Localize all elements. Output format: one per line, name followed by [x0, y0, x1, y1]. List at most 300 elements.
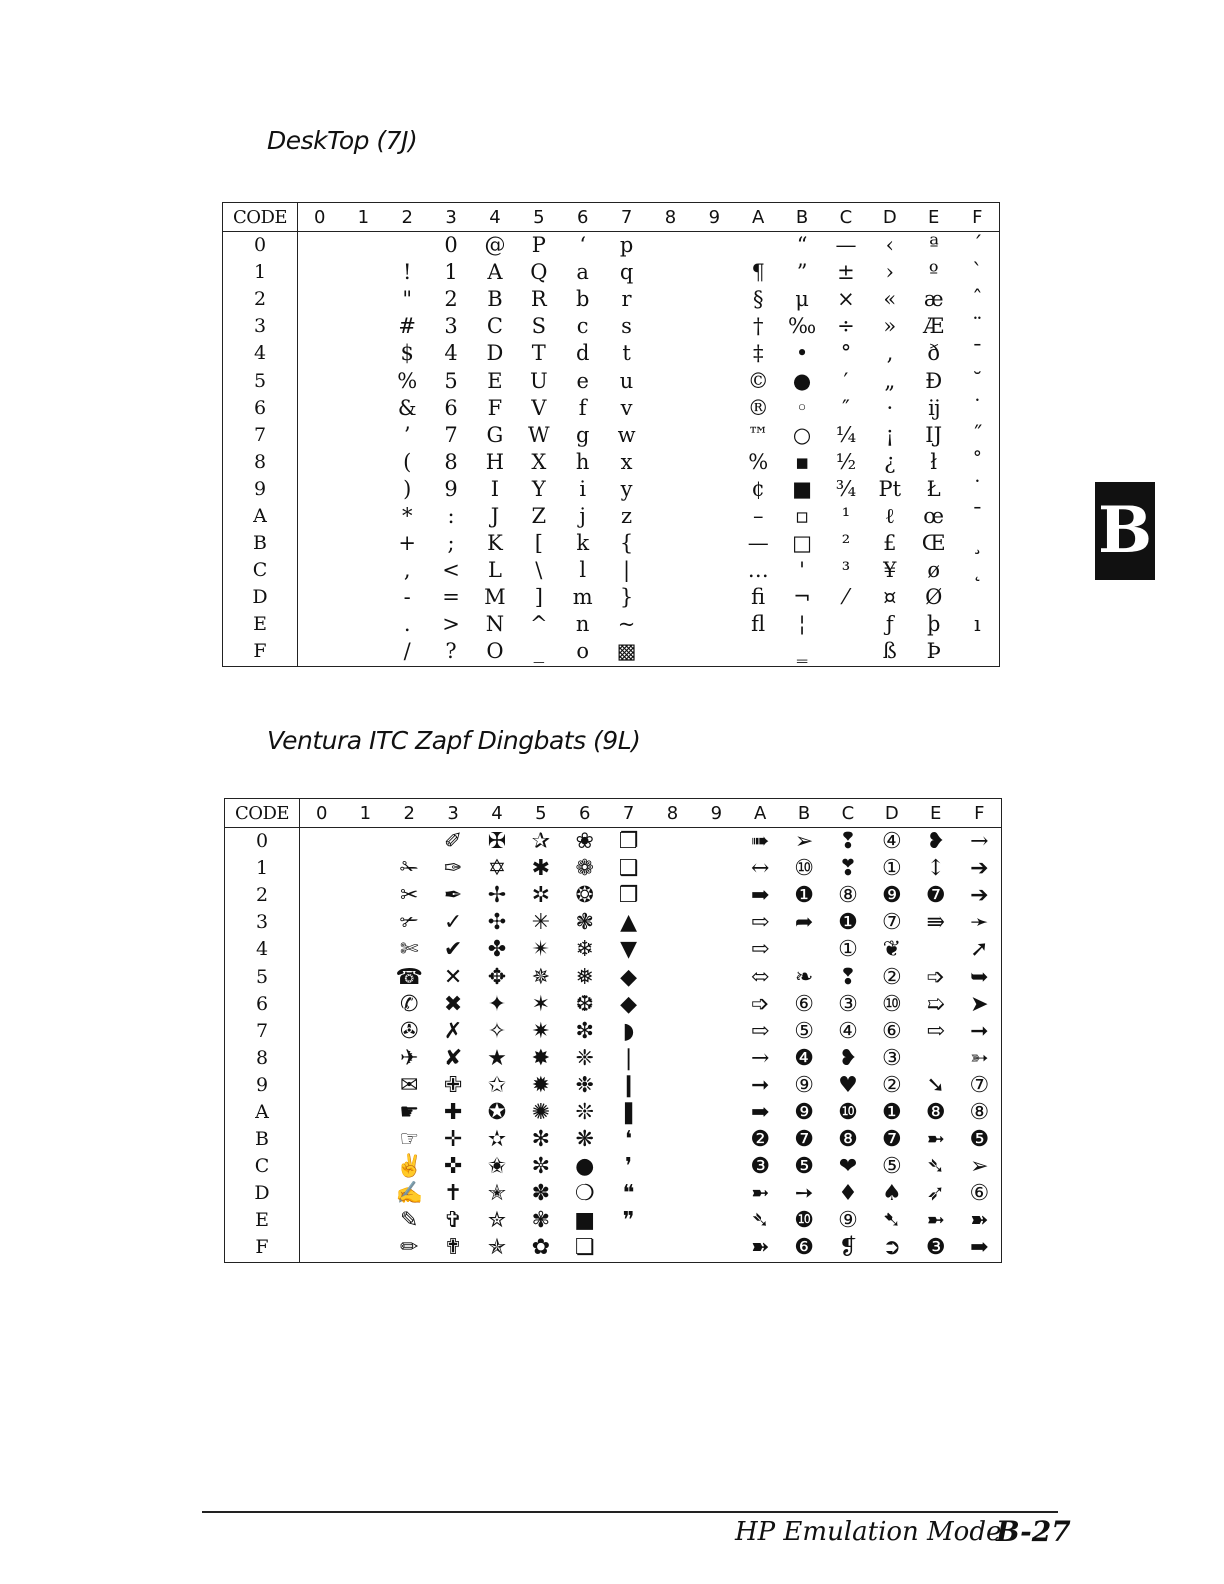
character-cell: ◦ — [795, 395, 809, 420]
character-cell: ❄ — [575, 937, 594, 963]
character-cell: ⑦ — [969, 1072, 990, 1098]
character-cell: _ — [533, 639, 545, 664]
character-cell: ❅ — [575, 964, 594, 990]
character-cell: ⑩ — [881, 991, 902, 1017]
table-row — [223, 313, 1000, 340]
character-cell: " — [402, 287, 413, 312]
character-cell: ■ — [574, 1208, 596, 1234]
character-cell: ✮ — [487, 1208, 507, 1234]
character-cell: ✼ — [531, 1154, 551, 1180]
character-cell: ⑧ — [969, 1099, 990, 1125]
character-cell: ❷ — [750, 1127, 771, 1153]
character-cell: ♦ — [838, 1181, 858, 1207]
character-cell: | — [623, 558, 631, 583]
character-cell — [649, 286, 693, 313]
column-header: 3 — [431, 799, 475, 828]
character-cell: → — [970, 829, 989, 855]
character-cell: ❺ — [794, 1154, 814, 1180]
character-cell: ④ — [838, 1018, 858, 1044]
character-cell: H — [485, 449, 505, 474]
character-cell — [694, 991, 738, 1018]
character-cell: ➠ — [750, 829, 770, 855]
character-cell: ➛ — [970, 910, 989, 936]
character-cell — [343, 909, 387, 936]
character-cell — [649, 449, 693, 476]
character-cell: 4 — [444, 341, 458, 366]
character-cell: ↔ — [750, 856, 770, 882]
table-row — [225, 828, 1002, 856]
character-cell — [343, 936, 387, 963]
character-cell: ‚ — [886, 341, 894, 366]
character-cell: ❂ — [575, 883, 594, 909]
character-cell — [914, 936, 958, 963]
character-cell: 6 — [444, 395, 458, 420]
column-header: 7 — [605, 203, 649, 232]
character-cell: ﬂ — [751, 612, 766, 637]
character-cell: ¹ — [841, 503, 851, 528]
character-cell: ™ — [747, 422, 769, 447]
character-cell: ⑥ — [881, 1018, 902, 1044]
character-cell — [300, 882, 344, 909]
character-cell: ✳ — [531, 910, 551, 936]
character-cell: k — [576, 531, 590, 556]
character-cell: 3 — [444, 314, 458, 339]
character-cell: ˛ — [972, 558, 983, 583]
column-header: D — [870, 799, 914, 828]
character-cell: j — [579, 503, 586, 528]
character-cell: ❿ — [794, 1208, 814, 1234]
character-cell: ❸ — [925, 1235, 946, 1261]
character-cell: 1 — [444, 260, 458, 285]
character-cell: ✓ — [443, 910, 463, 936]
row-code: 9 — [223, 476, 298, 503]
character-cell: ✯ — [487, 1235, 507, 1261]
character-cell — [341, 367, 385, 394]
code-column-header: CODE — [225, 799, 300, 828]
table-row — [225, 1045, 1002, 1072]
character-cell — [651, 1207, 695, 1234]
character-cell: & — [397, 395, 417, 420]
character-cell: ✴ — [531, 937, 551, 963]
character-cell: ¡ — [885, 422, 895, 447]
column-header: F — [956, 203, 1000, 232]
character-cell — [692, 584, 736, 611]
character-cell: • — [795, 341, 809, 366]
character-cell: ¯ — [972, 503, 983, 528]
row-code: 9 — [225, 1072, 300, 1099]
character-cell — [692, 449, 736, 476]
character-cell: - — [403, 585, 411, 610]
character-cell: ✙ — [443, 1072, 463, 1098]
character-cell: – — [752, 503, 764, 528]
row-code: E — [223, 611, 298, 638]
character-cell: ❆ — [575, 991, 594, 1017]
character-cell — [649, 503, 693, 530]
character-cell: Þ — [926, 639, 941, 664]
character-cell: 5 — [444, 368, 458, 393]
row-code: 1 — [225, 855, 300, 882]
character-cell — [298, 340, 342, 367]
character-cell: = — [442, 585, 460, 610]
character-cell — [343, 855, 387, 882]
table-row — [223, 367, 1000, 394]
character-cell: — — [835, 233, 857, 258]
character-cell — [343, 1018, 387, 1045]
character-cell — [649, 611, 693, 638]
character-cell: ] — [534, 585, 543, 610]
character-cell: ✃ — [399, 910, 419, 936]
character-cell — [692, 259, 736, 286]
character-cell: ✣ — [487, 910, 507, 936]
character-cell: P — [531, 233, 546, 258]
table-row — [223, 395, 1000, 422]
character-cell — [298, 422, 342, 449]
character-cell: ł — [930, 449, 938, 474]
character-cell — [651, 1153, 695, 1180]
character-cell — [651, 1099, 695, 1126]
table-row — [223, 259, 1000, 286]
character-cell: ¨ — [972, 314, 983, 339]
character-cell: ✱ — [531, 856, 551, 882]
character-cell — [692, 422, 736, 449]
character-cell: ➔ — [970, 883, 989, 909]
character-cell — [298, 638, 342, 666]
character-cell: ✟ — [443, 1235, 463, 1261]
character-cell: ✩ — [487, 1072, 507, 1098]
character-cell: c — [576, 314, 589, 339]
row-code: 1 — [223, 259, 298, 286]
character-cell: ² — [841, 531, 851, 556]
character-cell: ➽ — [750, 1235, 770, 1261]
column-header: F — [958, 799, 1002, 828]
character-cell: ✫ — [487, 1127, 507, 1153]
character-cell: ✆ — [399, 991, 419, 1017]
character-cell: ➢ — [794, 829, 814, 855]
character-cell — [341, 422, 385, 449]
character-cell: ¸ — [972, 531, 983, 556]
character-cell: ⇨ — [750, 1018, 770, 1044]
character-cell — [343, 1126, 387, 1153]
character-cell — [343, 991, 387, 1018]
character-cell: ➶ — [926, 1181, 945, 1207]
character-cell: ‡ — [752, 341, 764, 366]
character-cell — [649, 530, 693, 557]
character-cell: ➼ — [926, 1208, 945, 1234]
character-cell: ➼ — [750, 1181, 770, 1207]
character-cell: ➩ — [926, 964, 945, 990]
character-cell: þ — [926, 612, 941, 637]
character-cell — [298, 232, 342, 260]
character-cell: Q — [530, 260, 548, 285]
character-cell — [651, 1072, 695, 1099]
character-cell: ❼ — [925, 883, 946, 909]
character-cell: ● — [575, 1154, 595, 1180]
character-cell: Œ — [921, 531, 946, 556]
character-cell: ◆ — [620, 991, 638, 1017]
character-cell — [649, 476, 693, 503]
row-code: 2 — [225, 882, 300, 909]
character-cell: ✢ — [487, 883, 507, 909]
character-cell: ✾ — [531, 1208, 551, 1234]
character-cell: ✍ — [395, 1181, 423, 1207]
character-cell — [341, 557, 385, 584]
character-cell — [341, 476, 385, 503]
character-cell: A — [487, 260, 503, 285]
character-cell: ↕ — [926, 856, 945, 882]
character-cell: > — [442, 612, 460, 637]
column-header: 5 — [517, 203, 561, 232]
table-row — [225, 936, 1002, 963]
character-cell — [341, 313, 385, 340]
row-code: 6 — [223, 395, 298, 422]
character-cell: ¬ — [793, 585, 811, 610]
character-cell: ○ — [792, 422, 812, 447]
character-cell: S — [531, 314, 546, 339]
footer-title: HP Emulation Mode — [735, 1517, 1002, 1547]
character-cell: ➴ — [926, 1154, 945, 1180]
character-cell: ı — [973, 612, 981, 637]
character-cell: ’ — [403, 422, 411, 447]
character-cell: n — [575, 612, 590, 637]
column-header: 4 — [473, 203, 517, 232]
character-cell — [300, 855, 344, 882]
character-cell — [300, 1018, 344, 1045]
character-cell: § — [752, 287, 764, 312]
character-cell: ✠ — [487, 829, 507, 855]
dingbats-table-title: Ventura ITC Zapf Dingbats (9L) — [267, 726, 641, 755]
character-cell — [298, 286, 342, 313]
row-code: 8 — [223, 449, 298, 476]
character-cell: ✖ — [443, 991, 463, 1017]
character-cell — [343, 1207, 387, 1234]
row-code: 3 — [223, 313, 298, 340]
character-cell: ❸ — [750, 1154, 771, 1180]
character-cell: ❝ — [622, 1181, 635, 1207]
character-cell: ❣ — [838, 856, 858, 882]
character-cell: ✪ — [487, 1099, 507, 1125]
character-cell: — — [747, 531, 769, 556]
character-cell: ❤ — [838, 1154, 858, 1180]
table-row — [225, 1099, 1002, 1126]
character-cell — [343, 1234, 387, 1262]
character-cell — [343, 963, 387, 990]
character-cell: W — [528, 422, 550, 447]
character-cell: ✏ — [399, 1235, 419, 1261]
column-header: 9 — [694, 799, 738, 828]
character-cell — [300, 963, 344, 990]
character-cell — [692, 395, 736, 422]
character-cell — [694, 1180, 738, 1207]
character-cell: ❶ — [881, 1099, 902, 1125]
character-cell — [824, 638, 868, 666]
table-row — [223, 611, 1000, 638]
character-cell: ❃ — [575, 910, 594, 936]
character-cell: ✻ — [531, 1127, 551, 1153]
column-header: B — [782, 799, 826, 828]
character-cell: ❧ — [794, 964, 814, 990]
character-cell: + — [398, 531, 416, 556]
character-cell: ~ — [617, 612, 636, 637]
character-cell: ✇ — [399, 1018, 419, 1044]
table-row — [225, 1153, 1002, 1180]
character-cell — [694, 1045, 738, 1072]
character-cell — [385, 232, 429, 260]
character-cell: ❢ — [838, 829, 858, 855]
table-row — [223, 638, 1000, 666]
character-cell: ⑩ — [794, 856, 814, 882]
character-cell — [341, 611, 385, 638]
character-cell — [651, 855, 695, 882]
character-cell — [694, 828, 738, 856]
character-cell: ! — [402, 260, 412, 285]
character-cell: ✎ — [399, 1208, 419, 1234]
character-cell: ✬ — [487, 1154, 507, 1180]
character-cell: ❶ — [794, 883, 814, 909]
character-cell: ♠ — [881, 1181, 902, 1207]
character-cell: L — [487, 558, 502, 583]
character-cell: ˙ — [972, 476, 983, 501]
character-cell — [694, 1234, 738, 1262]
character-cell: ➷ — [882, 1208, 902, 1234]
character-cell: ³ — [841, 558, 851, 583]
character-cell — [343, 1153, 387, 1180]
character-cell: B — [487, 287, 503, 312]
character-cell: ‹ — [885, 233, 895, 258]
character-cell: o — [576, 639, 590, 664]
character-cell: ❀ — [575, 829, 594, 855]
character-cell: ① — [881, 856, 902, 882]
character-cell: ✒ — [443, 883, 463, 909]
character-cell — [694, 1126, 738, 1153]
character-cell: I — [490, 476, 500, 501]
column-header: 2 — [387, 799, 431, 828]
character-cell — [298, 313, 342, 340]
character-cell — [341, 584, 385, 611]
table-row — [223, 530, 1000, 557]
character-cell: q — [619, 260, 634, 285]
character-cell — [651, 909, 695, 936]
row-code: A — [223, 503, 298, 530]
character-cell: ✽ — [531, 1181, 551, 1207]
character-cell — [298, 584, 342, 611]
character-cell: ★ — [487, 1045, 507, 1071]
character-cell: % — [748, 449, 769, 474]
character-cell — [343, 1099, 387, 1126]
column-header: A — [736, 203, 780, 232]
character-cell: ❹ — [794, 1045, 814, 1071]
row-code: C — [225, 1153, 300, 1180]
row-code: 2 — [223, 286, 298, 313]
column-header: B — [780, 203, 824, 232]
character-cell: → — [750, 1045, 770, 1071]
character-cell: ▩ — [616, 639, 637, 664]
character-cell: ‗ — [796, 639, 808, 664]
character-cell — [298, 395, 342, 422]
character-cell: ➢ — [970, 1154, 989, 1180]
character-cell: ③ — [838, 991, 858, 1017]
character-cell — [824, 611, 868, 638]
character-cell — [298, 449, 342, 476]
character-cell: ✷ — [531, 1018, 551, 1044]
character-cell: ❇ — [575, 1018, 594, 1044]
character-cell: E — [487, 368, 503, 393]
character-cell: J — [490, 503, 500, 528]
character-cell: w — [617, 422, 636, 447]
character-cell — [298, 530, 342, 557]
character-cell: ✔ — [443, 937, 463, 963]
character-cell — [300, 909, 344, 936]
character-cell: ➲ — [882, 1235, 902, 1261]
character-cell: ➼ — [926, 1127, 945, 1153]
character-cell: b — [575, 287, 590, 312]
table-header-row — [225, 799, 1002, 828]
character-cell: ✚ — [443, 1099, 463, 1125]
table-row — [223, 476, 1000, 503]
character-cell: · — [886, 395, 894, 420]
character-cell: ÷ — [837, 314, 855, 339]
character-cell: □ — [792, 531, 812, 556]
column-header: 4 — [475, 799, 519, 828]
character-cell: ¯ — [972, 341, 983, 366]
character-cell — [651, 1234, 695, 1262]
character-cell: G — [486, 422, 504, 447]
table-row — [225, 1234, 1002, 1262]
character-cell: × — [837, 287, 855, 312]
character-cell: ˆ — [972, 287, 983, 312]
character-cell: ˘ — [972, 368, 983, 393]
table-row — [225, 1018, 1002, 1045]
character-cell: ➦ — [794, 910, 814, 936]
character-cell: ✦ — [487, 991, 507, 1017]
character-cell: ① — [838, 937, 858, 963]
character-cell: ✈ — [399, 1045, 419, 1071]
character-cell: @ — [484, 233, 506, 258]
row-code: 0 — [225, 828, 300, 856]
character-cell: ❚ — [619, 1099, 638, 1125]
character-cell: ❏ — [574, 1235, 595, 1261]
character-cell — [341, 286, 385, 313]
character-cell: $ — [400, 341, 414, 366]
character-cell: r — [621, 287, 632, 312]
character-cell: R — [530, 287, 547, 312]
character-cell: 7 — [444, 422, 458, 447]
character-cell — [341, 395, 385, 422]
character-cell — [692, 313, 736, 340]
character-cell: ¢ — [751, 476, 765, 501]
character-cell: ± — [837, 260, 855, 285]
character-cell: ● — [792, 368, 812, 393]
character-cell — [300, 1207, 344, 1234]
character-cell — [300, 1099, 344, 1126]
table-row — [225, 1126, 1002, 1153]
character-cell: ❐ — [618, 829, 639, 855]
character-cell: ĳ — [928, 395, 940, 420]
character-cell: ✿ — [531, 1235, 551, 1261]
table-row — [225, 882, 1002, 909]
column-header: 5 — [519, 799, 563, 828]
column-header: E — [914, 799, 958, 828]
character-cell: ` — [972, 260, 983, 285]
character-cell — [692, 611, 736, 638]
character-cell: ➤ — [970, 991, 989, 1017]
character-cell: ❺ — [969, 1127, 990, 1153]
character-cell: › — [885, 260, 895, 285]
character-cell — [649, 340, 693, 367]
character-cell: ➴ — [750, 1208, 770, 1234]
character-cell: ” — [796, 260, 808, 285]
column-header: E — [912, 203, 956, 232]
character-cell: z — [621, 503, 633, 528]
